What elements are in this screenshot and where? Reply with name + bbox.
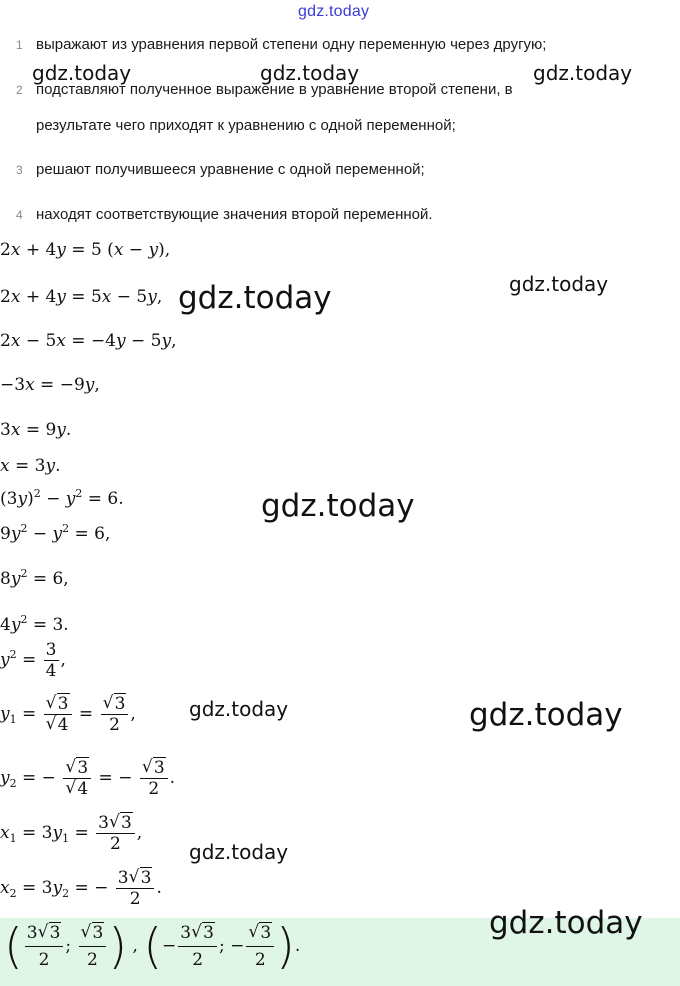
- equation-line: $9y^2 - y^2 = 6$,: [0, 522, 111, 544]
- watermark: gdz.today: [489, 905, 643, 941]
- equation-line: 2x + 4y = 5 (x − y),: [0, 240, 171, 260]
- equation-line: 2x − 5x = −4y − 5y,: [0, 331, 177, 351]
- equation-line: $y_1$ = √ 3 √ 4 = √ $\frac{3}{2}$ ,: [0, 694, 136, 735]
- equation-line: $(3y)^2 - y^2 = 6$.: [0, 487, 124, 509]
- equation-line: $y_2$ = − √ 3 √ 4 = − √ $\frac{3}{2}$ .: [0, 758, 175, 799]
- step-number: 3: [16, 163, 23, 177]
- watermark: gdz.today: [260, 61, 360, 85]
- answer-line: ( $\frac{3√ 3}{2}$ ; √ $\frac{3}{2}$ ) , (− $\frac{3√ 3}{2}$ ; − √ $\frac{3}{2}$ ).: [4, 920, 300, 973]
- step-number: 2: [16, 83, 23, 97]
- watermark: gdz.today: [509, 272, 609, 296]
- equation-line: 3x = 9y.: [0, 420, 72, 440]
- watermark: gdz.today: [261, 488, 415, 524]
- step-number: 1: [16, 38, 23, 52]
- equation-line: $8y^2 = 6$,: [0, 567, 69, 589]
- step-item: [0, 206, 680, 226]
- step-text: выражают из уравнения первой степени одну переменную через другую;: [36, 36, 547, 53]
- watermark: gdz.today: [178, 280, 332, 316]
- equation-line: −3x = −9y,: [0, 375, 100, 395]
- watermark: gdz.today: [189, 697, 289, 721]
- watermark: gdz.today: [533, 61, 633, 85]
- equation-line: $4y^2 = 3$.: [0, 613, 69, 635]
- watermark: gdz.today: [32, 61, 132, 85]
- step-item: [0, 161, 680, 181]
- site-logo[interactable]: gdz.today: [298, 3, 370, 20]
- step-item: [0, 117, 680, 137]
- step-number: 4: [16, 208, 23, 222]
- equation-line: $y^2$ = $\frac{3}{4}$ ,: [0, 640, 66, 681]
- equation-line: $x_1 = 3y_1$ = $\frac{3√ 3}{2}$ ,: [0, 813, 142, 854]
- step-text: находят соответствующие значения второй переменной.: [36, 206, 433, 223]
- watermark: gdz.today: [469, 697, 623, 733]
- watermark: gdz.today: [189, 840, 289, 864]
- equation-line: $x_2 = 3y_2$ = − $\frac{3√ 3}{2}$ .: [0, 868, 162, 909]
- step-text: подставляют полученное выражение в уравнение второй степени, в: [36, 81, 513, 98]
- equation-line: x = 3y.: [0, 456, 61, 476]
- equation-line: 2x + 4y = 5x − 5y,: [0, 287, 163, 307]
- step-item: [0, 36, 680, 56]
- step-text: решают получившееся уравнение с одной переменной;: [36, 161, 425, 178]
- step-text: результате чего приходят к уравнению с одной переменной;: [36, 117, 456, 134]
